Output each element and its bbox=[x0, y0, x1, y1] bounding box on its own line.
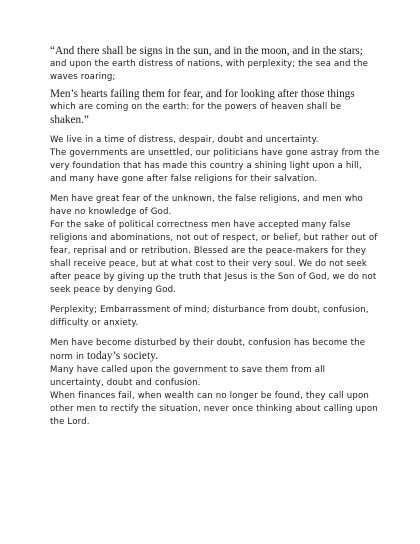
paragraph-2-line: For the sake of political correctness men have accepted many false bbox=[50, 220, 351, 230]
quote-line-2: and upon the earth distress of nations, with perplexity; the sea and the bbox=[50, 59, 369, 69]
paragraph-2-line: shall receive peace, but at what cost to their very soul. We do not seek bbox=[50, 259, 368, 269]
paragraph-4-line: other men to rectify the situation, never once thinking about calling upon bbox=[50, 404, 378, 414]
paragraph-2-line: fear, reprisal and or retribution. Blessed are the peace-makers for they bbox=[50, 246, 367, 256]
paragraph-4-line: uncertainty, doubt and confusion. bbox=[50, 378, 201, 388]
quote-line-6: shaken.” bbox=[50, 114, 89, 126]
paragraph-4-line-serif: today’s society. bbox=[86, 350, 159, 362]
quote-line-4: Men’s hearts failing them for fear, and for looking after those things bbox=[50, 88, 355, 100]
paragraph-3-line: difficulty or anxiety. bbox=[50, 318, 139, 328]
paragraph-2-line: have no knowledge of God. bbox=[50, 207, 172, 217]
paragraph-4-line: When finances fail, when wealth can no longer be found, they call upon bbox=[50, 391, 369, 401]
paragraph-4 bbox=[50, 337, 376, 429]
scripture-quote bbox=[50, 45, 376, 127]
paragraph-4-line bbox=[50, 350, 376, 364]
paragraph-4-line: the Lord. bbox=[50, 417, 90, 427]
paragraph-4-line: Men have become disturbed by their doubt, confusion has become the bbox=[50, 338, 366, 348]
paragraph-1-line: and many have gone after false religions for their salvation. bbox=[50, 174, 318, 184]
paragraph-1-line: very foundation that has made this country a shining light upon a hill, bbox=[50, 161, 362, 171]
paragraph-2-line: after peace by giving up the truth that Jesus is the Son of God, we do not bbox=[50, 272, 377, 282]
paragraph-2-line: religions and abominations, not out of respect, or belief, but rather out of bbox=[50, 233, 378, 243]
paragraph-3-line: Perplexity; Embarrassment of mind; disturbance from doubt, confusion, bbox=[50, 305, 369, 315]
quote-line-1: “And there shall be signs in the sun, and in the moon, and in the stars; bbox=[50, 45, 363, 57]
paragraph-2-line: seek peace by denying God. bbox=[50, 285, 177, 295]
paragraph-1-line: We live in a time of distress, despair, doubt and uncertainty. bbox=[50, 135, 319, 145]
paragraph-1 bbox=[50, 134, 380, 186]
paragraph-2-line: Men have great fear of the unknown, the false religions, and men who bbox=[50, 194, 363, 204]
quote-line-5: which are coming on the earth: for the powers of heaven shall be bbox=[50, 102, 342, 112]
paragraph-3 bbox=[50, 304, 376, 330]
paragraph-4-line: Many have called upon the government to save them from all bbox=[50, 365, 326, 375]
paragraph-2 bbox=[50, 193, 376, 297]
paragraph-4-line-prefix: norm in bbox=[50, 352, 87, 362]
quote-line-3: waves roaring; bbox=[50, 72, 116, 82]
paragraph-1-line: The governments are unsettled, our politicians have gone astray from the bbox=[50, 148, 380, 158]
